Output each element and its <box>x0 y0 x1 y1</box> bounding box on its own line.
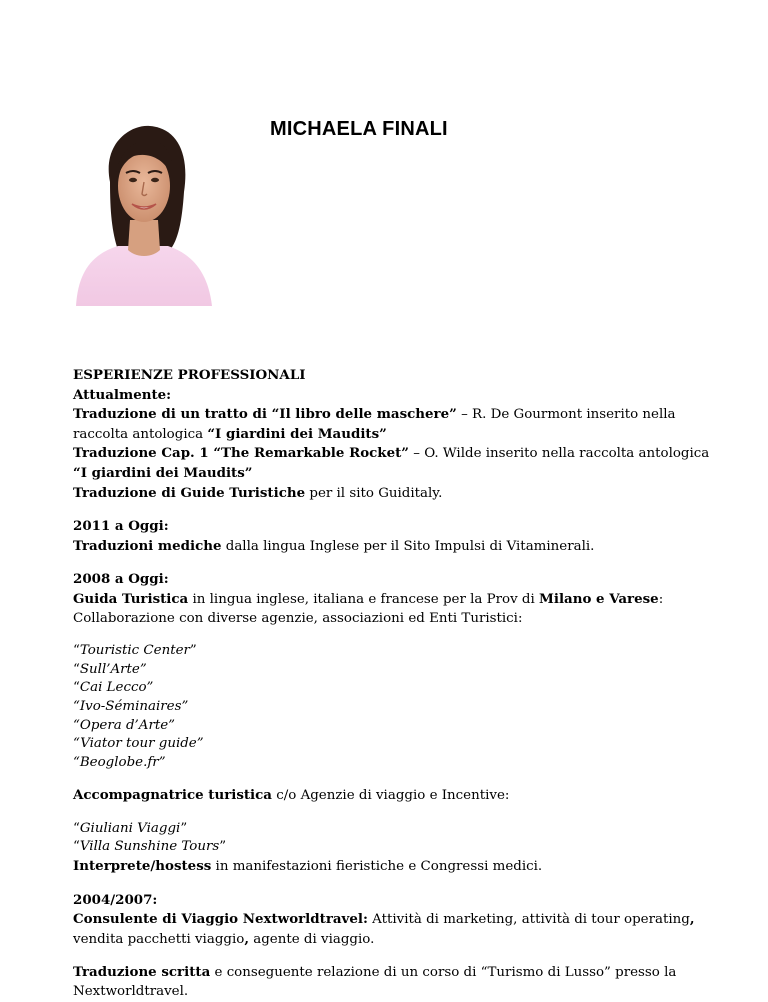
agency-item: “Viator tour guide” <box>73 736 204 752</box>
label-2004: 2004/2007: <box>73 891 158 908</box>
agency-item: “Beoglobe.fr” <box>73 754 166 770</box>
item-2008-collab: Collaborazione con diverse agenzie, associazioni ed Enti Turistici: <box>73 610 523 626</box>
translation-item: Traduzione scritta e conseguente relazione di un corso di “Turismo di Lusso” presso la Nextworldtravel. <box>73 964 677 1000</box>
current-item-1: Traduzione di un tratto di “Il libro delle maschere” – R. De Gourmont inserito nella raccolta antologica “I giardini dei Maudits” <box>73 406 676 442</box>
current-label: Attualmente: <box>73 386 172 403</box>
interpreter-item: Interprete/hostess in manifestazioni fieristiche e Congressi medici. <box>73 858 543 875</box>
agency-item: “Cai Lecco” <box>73 680 154 696</box>
accomp-item: “Villa Sunshine Tours” <box>73 839 227 855</box>
section-title: ESPERIENZE PROFESSIONALI <box>73 367 306 383</box>
agency-item: “Ivo-Séminaires” <box>73 698 189 714</box>
agency-list <box>73 642 713 772</box>
agency-item: “Touristic Center” <box>73 643 197 659</box>
accomp-item: “Giuliani Viaggi” <box>73 820 188 836</box>
accomp-heading: Accompagnatrice turistica c/o Agenzie di viaggio e Incentive: <box>73 787 510 804</box>
label-2011: 2011 a Oggi: <box>73 518 169 535</box>
portrait-image <box>72 122 214 306</box>
cv-content <box>73 366 713 1002</box>
agency-item: “Sull’Arte” <box>73 661 147 677</box>
portrait-photo <box>72 122 214 306</box>
item-2008: Guida Turistica in lingua inglese, italiana e francese per la Prov di Milano e Varese: <box>73 590 664 607</box>
cv-name-title: MICHAELA FINALI <box>270 118 448 140</box>
current-item-2: Traduzione Cap. 1 “The Remarkable Rocket” – O. Wilde inserito nella raccolta antologica “I giardini dei Maudits” <box>73 445 710 481</box>
label-2008: 2008 a Oggi: <box>73 571 169 588</box>
item-2011: Traduzioni mediche dalla lingua Inglese per il Sito Impulsi di Vitaminerali. <box>73 537 595 554</box>
current-item-3: Traduzione di Guide Turistiche per il sito Guiditaly. <box>73 484 443 501</box>
item-2004: Consulente di Viaggio Nextworldtravel: Attività di marketing, attività di tour operating, vendita pacchetti viaggio, agente di viaggio. <box>73 911 695 947</box>
agency-item: “Opera d’Arte” <box>73 717 176 733</box>
